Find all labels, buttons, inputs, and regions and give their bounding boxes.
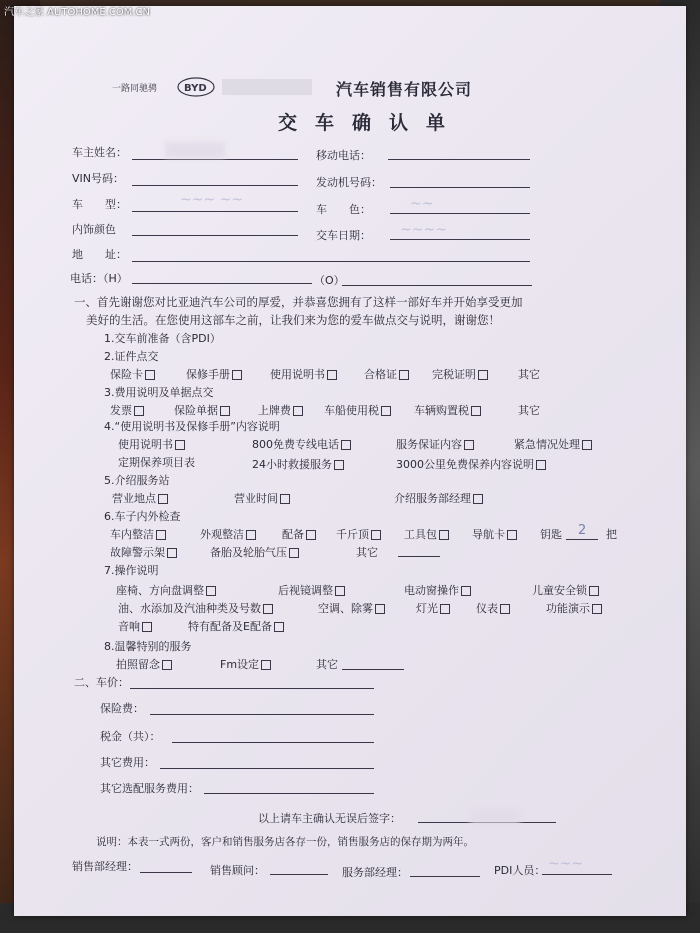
logo-brand: BYD xyxy=(184,83,207,94)
manual-hotline[interactable]: 800免费专线电话 xyxy=(252,436,351,452)
fee-vessel-tax[interactable]: 车船使用税 xyxy=(324,402,391,418)
op-function-demo[interactable]: 功能演示 xyxy=(546,600,602,616)
model-label: 车 型： xyxy=(72,198,127,211)
insurance-fee-label: 保险费： xyxy=(100,702,144,715)
check-nav-card[interactable]: 导航卡 xyxy=(472,526,517,542)
checkbox[interactable] xyxy=(232,370,242,380)
service-manager-field[interactable] xyxy=(410,876,480,877)
key-count-value: 2 xyxy=(578,523,587,538)
watermark: 汽车之家 AUTOHOME.COM.CN xyxy=(4,7,150,18)
checkbox[interactable] xyxy=(306,530,316,540)
checkbox[interactable] xyxy=(439,530,449,540)
checkbox[interactable] xyxy=(335,586,345,596)
section-4-title: 4.“使用说明书及保修手册”内容说明 xyxy=(104,420,280,433)
fee-plate[interactable]: 上牌费 xyxy=(258,402,303,418)
owner-name-label: 车主姓名： xyxy=(72,146,127,159)
op-special-equipment[interactable]: 特有配备及E配备 xyxy=(188,618,284,634)
checkbox[interactable] xyxy=(582,440,592,450)
svc-photo[interactable]: 拍照留念 xyxy=(116,656,172,672)
manual-free-maintenance[interactable]: 3000公里免费保养内容说明 xyxy=(396,456,546,472)
svc-fm[interactable]: Fm设定 xyxy=(220,656,271,672)
sales-manager-field[interactable] xyxy=(140,872,192,873)
checkbox[interactable] xyxy=(158,494,168,504)
phone-home-label: 电话：（H） xyxy=(70,272,128,285)
key-count-field[interactable] xyxy=(566,539,598,540)
phone-office-field[interactable] xyxy=(342,285,532,286)
op-fluids[interactable]: 油、水添加及汽油种类及号数 xyxy=(118,600,273,616)
checkbox[interactable] xyxy=(341,440,351,450)
delivery-date-label: 交车日期： xyxy=(316,229,371,242)
tax-label: 税金（共）： xyxy=(100,730,161,743)
sales-consultant-label: 销售顾问： xyxy=(210,864,265,877)
check-jack[interactable]: 千斤顶 xyxy=(336,526,381,542)
doc-tax-proof[interactable]: 完税证明 xyxy=(432,366,488,382)
vin-field[interactable] xyxy=(132,185,298,186)
checkbox[interactable] xyxy=(592,604,602,614)
handwriting-date: ~~~~ xyxy=(400,222,447,238)
check-other: 其它 xyxy=(356,546,378,559)
handwriting-color: ~~ xyxy=(410,196,434,212)
check-spare-tire[interactable]: 备胎及轮胎气压 xyxy=(210,544,299,560)
op-child-lock[interactable]: 儿童安全锁 xyxy=(532,582,599,598)
delivery-date-field[interactable] xyxy=(390,239,530,240)
tax-field[interactable] xyxy=(172,742,374,743)
checkbox[interactable] xyxy=(473,494,483,504)
address-label: 地 址： xyxy=(72,248,127,261)
station-location[interactable]: 营业地点 xyxy=(112,490,168,506)
checkbox[interactable] xyxy=(399,370,409,380)
manual-maintenance-table: 定期保养项目表 xyxy=(118,456,195,469)
section-6-title: 6.车子内外检查 xyxy=(104,510,181,523)
color-field[interactable] xyxy=(390,213,530,214)
checkbox[interactable] xyxy=(289,548,299,558)
doc-user-manual[interactable]: 使用说明书 xyxy=(270,366,337,382)
checkbox[interactable] xyxy=(500,604,510,614)
checkbox[interactable] xyxy=(478,370,488,380)
logo-slogan: 一路同驰骋 xyxy=(112,84,158,94)
price-field[interactable] xyxy=(130,688,374,689)
mobile-label: 移动电话： xyxy=(316,149,371,162)
fee-other: 其它 xyxy=(518,404,540,417)
checkbox[interactable] xyxy=(334,460,344,470)
checkbox[interactable] xyxy=(220,406,230,416)
checkbox[interactable] xyxy=(461,586,471,596)
fee-invoice[interactable]: 发票 xyxy=(110,402,144,418)
sales-consultant-field[interactable] xyxy=(270,874,328,875)
check-warning-triangle[interactable]: 故障警示架 xyxy=(110,544,177,560)
manual-rescue[interactable]: 24小时救援服务 xyxy=(252,456,344,472)
byd-logo xyxy=(112,76,322,98)
checkbox[interactable] xyxy=(440,604,450,614)
insurance-fee-field[interactable] xyxy=(150,714,374,715)
redaction-blur xyxy=(470,810,520,824)
station-hours[interactable]: 营业时间 xyxy=(234,490,290,506)
svc-other: 其它 xyxy=(316,658,338,671)
fee-purchase-tax[interactable]: 车辆购置税 xyxy=(414,402,481,418)
doc-insurance-card[interactable]: 保险卡 xyxy=(110,366,155,382)
checkbox[interactable] xyxy=(293,406,303,416)
address-field[interactable] xyxy=(132,261,530,262)
op-lights[interactable]: 灯光 xyxy=(416,600,450,616)
checkbox[interactable] xyxy=(206,586,216,596)
op-ac-defog[interactable]: 空调、除雾 xyxy=(318,600,385,616)
checkbox[interactable] xyxy=(142,622,152,632)
checkbox[interactable] xyxy=(134,406,144,416)
section-8-title: 8.温馨特别的服务 xyxy=(104,640,192,653)
manual-emergency[interactable]: 紧急情况处理 xyxy=(514,436,592,452)
op-audio[interactable]: 音响 xyxy=(118,618,152,634)
checkbox[interactable] xyxy=(263,604,273,614)
price-title: 二、车价： xyxy=(74,676,129,689)
model-field[interactable] xyxy=(132,211,298,212)
keys-unit: 把 xyxy=(606,528,617,541)
handwriting-model: ~~~ ~~ xyxy=(180,192,244,208)
doc-other: 其它 xyxy=(518,368,540,381)
checkbox[interactable] xyxy=(589,586,599,596)
check-keys: 钥匙 xyxy=(540,528,562,541)
other-fee-field[interactable] xyxy=(160,768,374,769)
checkbox[interactable] xyxy=(375,604,385,614)
service-manager-label: 服务部经理： xyxy=(342,866,408,879)
other-fee-label: 其它费用： xyxy=(100,756,155,769)
op-instruments[interactable]: 仪表 xyxy=(476,600,510,616)
fee-insurance-docs[interactable]: 保险单据 xyxy=(174,402,230,418)
check-interior[interactable]: 车内整洁 xyxy=(110,526,166,542)
checkbox[interactable] xyxy=(536,460,546,470)
intro-line-2: 美好的生活。在您使用这部车之前，让我们来为您的爱车做点交与说明，谢谢您！ xyxy=(86,313,500,327)
checkbox[interactable] xyxy=(261,660,271,670)
color-label: 车 色： xyxy=(316,203,371,216)
checkbox[interactable] xyxy=(507,530,517,540)
redaction-blur xyxy=(165,142,225,158)
checkbox[interactable] xyxy=(381,406,391,416)
checkbox[interactable] xyxy=(156,530,166,540)
doc-certificate[interactable]: 合格证 xyxy=(364,366,409,382)
owner-name-field[interactable] xyxy=(132,159,298,160)
checkbox[interactable] xyxy=(327,370,337,380)
checkbox[interactable] xyxy=(162,660,172,670)
manual-user[interactable]: 使用说明书 xyxy=(118,436,185,452)
interior-field[interactable] xyxy=(132,235,298,236)
phone-office-label: （O） xyxy=(314,274,345,287)
section-7-title: 7.操作说明 xyxy=(104,564,159,577)
pdi-field[interactable] xyxy=(542,874,612,875)
intro-line-1: 一、首先谢谢您对比亚迪汽车公司的厚爱，并恭喜您拥有了这样一部好车并开始享受更加 xyxy=(74,295,523,309)
checkbox[interactable] xyxy=(274,622,284,632)
mobile-field[interactable] xyxy=(388,159,530,160)
station-manager[interactable]: 介绍服务部经理 xyxy=(394,490,483,506)
op-seat-steering[interactable]: 座椅、方向盘调整 xyxy=(116,582,216,598)
pdi-label: PDI人员： xyxy=(494,864,546,877)
vin-label: VIN号码： xyxy=(72,172,124,185)
op-power-window[interactable]: 电动窗操作 xyxy=(404,582,471,598)
checkbox[interactable] xyxy=(471,406,481,416)
checkbox[interactable] xyxy=(246,530,256,540)
svc-other-field[interactable] xyxy=(342,669,404,670)
doc-warranty-manual[interactable]: 保修手册 xyxy=(186,366,242,382)
other-accessory-label: 其它选配服务费用： xyxy=(100,782,199,795)
other-accessory-field[interactable] xyxy=(204,793,374,794)
company-name: 汽车销售有限公司 xyxy=(336,80,473,99)
interior-label: 内饰颜色 xyxy=(72,223,116,236)
check-exterior[interactable]: 外观整洁 xyxy=(200,526,256,542)
phone-home-field[interactable] xyxy=(132,283,312,284)
owner-confirm-label: 以上请车主确认无误后签字： xyxy=(258,812,401,825)
engine-no-field[interactable] xyxy=(390,187,530,188)
op-mirror[interactable]: 后视镜调整 xyxy=(278,582,345,598)
checkbox[interactable] xyxy=(175,440,185,450)
pdi-signature: ~~~ xyxy=(548,856,584,872)
checkbox[interactable] xyxy=(464,440,474,450)
check-toolkit[interactable]: 工具包 xyxy=(404,526,449,542)
check-equipment[interactable]: 配备 xyxy=(282,526,316,542)
check-other-field[interactable] xyxy=(398,556,440,557)
section-3-title: 3.费用说明及单据点交 xyxy=(104,386,214,399)
sales-manager-label: 销售部经理： xyxy=(72,860,138,873)
section-5-title: 5.介绍服务站 xyxy=(104,474,170,487)
checkbox[interactable] xyxy=(167,548,177,558)
section-2-title: 2.证件点交 xyxy=(104,350,159,363)
manual-service-guarantee[interactable]: 服务保证内容 xyxy=(396,436,474,452)
checkbox[interactable] xyxy=(371,530,381,540)
checkbox[interactable] xyxy=(280,494,290,504)
note-text: 说明：本表一式两份，客户和销售服务店各存一份，销售服务店的保存期为两年。 xyxy=(96,836,474,848)
section-1-title: 1.交车前准备（含PDI） xyxy=(104,332,221,345)
checkbox[interactable] xyxy=(145,370,155,380)
form-title: 交车确认单 xyxy=(278,112,464,134)
engine-no-label: 发动机号码： xyxy=(316,176,382,189)
